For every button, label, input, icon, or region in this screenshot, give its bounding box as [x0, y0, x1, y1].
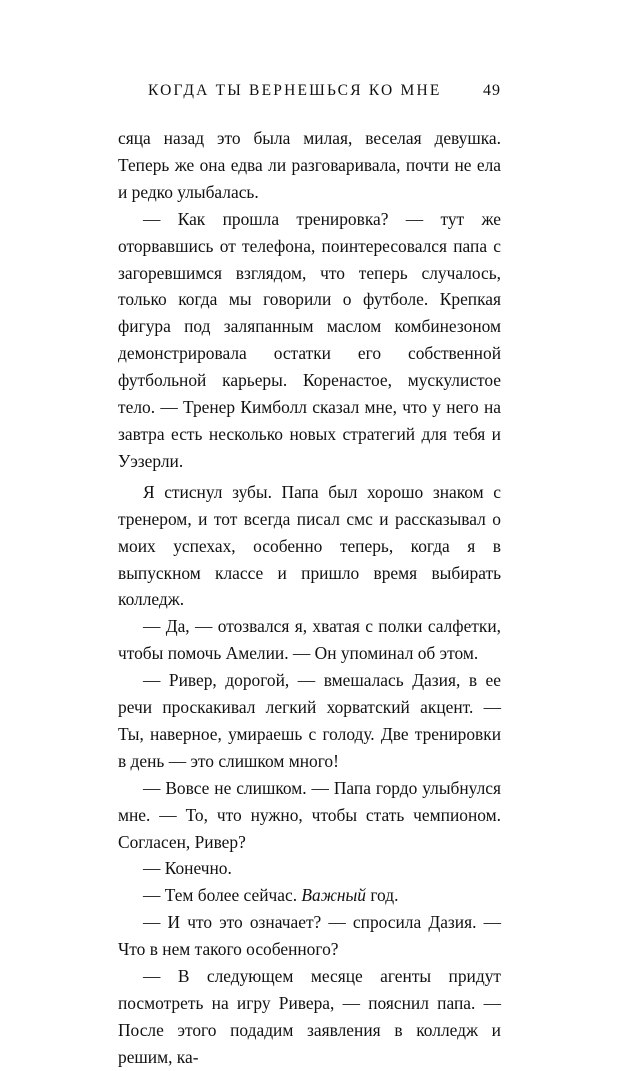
paragraph: — И что это означает? — спросила Дазия. — Что в нем такого особенного? [118, 912, 501, 960]
body-text [118, 125, 501, 1071]
page-number: 49 [483, 82, 501, 99]
paragraph: — В следующем месяце агенты придут посмотреть на игру Ривера, — пояснил папа. — После этого подадим заявления в колледж и решим, ка- [118, 966, 501, 1067]
paragraph: — Ривер, дорогой, — вмешалась Дазия, в ее речи проскакивал легкий хорватский акцент. — Ты, наверное, умираешь с голоду. Две тренировки в день — это слишком много! [118, 670, 501, 771]
running-header [118, 76, 501, 106]
paragraph: — Вовсе не слишком. — Папа гордо улыбнулся мне. — То, что нужно, чтобы стать чемпионом. Согласен, Ривер? [118, 777, 501, 852]
paragraph: Я стиснул зубы. Папа был хорошо знаком с тренером, и тот всегда писал смс и рассказывал о моих успехах, особенно теперь, когда я в выпускном классе и пришло время выбирать колледж. [118, 481, 501, 610]
paragraph: — Да, — отозвался я, хватая с полки салфетки, чтобы помочь Амелии. — Он упоминал об этом. [118, 616, 501, 664]
paragraph: сяца назад это была милая, веселая девушка. Теперь же она едва ли разговаривала, почти не ела и редко улыбалась. [118, 128, 501, 202]
running-title: КОГДА ТЫ ВЕРНЕШЬСЯ КО МНЕ [148, 82, 442, 99]
paragraph: — Как прошла тренировка? — тут же оторвавшись от телефона, поинтересовался папа с загоревшимся взглядом, что теперь случалось, только когда мы говорили о футболе. Крепкая фигура под заляпанным маслом комбинезоном демонстрировала остатки его собственной футбольной карьеры. Коренастое, мускулистое тело. — Тренер Кимболл сказал мне, что у него на завтра есть несколько новых стратегий для тебя и Уэзерли. [118, 208, 501, 471]
emphasized-word: Важный [301, 885, 366, 906]
paragraph-text-after: год. [366, 885, 399, 906]
paragraph [118, 882, 501, 909]
paragraph: — Конечно. [143, 858, 232, 879]
paragraph-text-before: — Тем более сейчас. [143, 885, 302, 906]
